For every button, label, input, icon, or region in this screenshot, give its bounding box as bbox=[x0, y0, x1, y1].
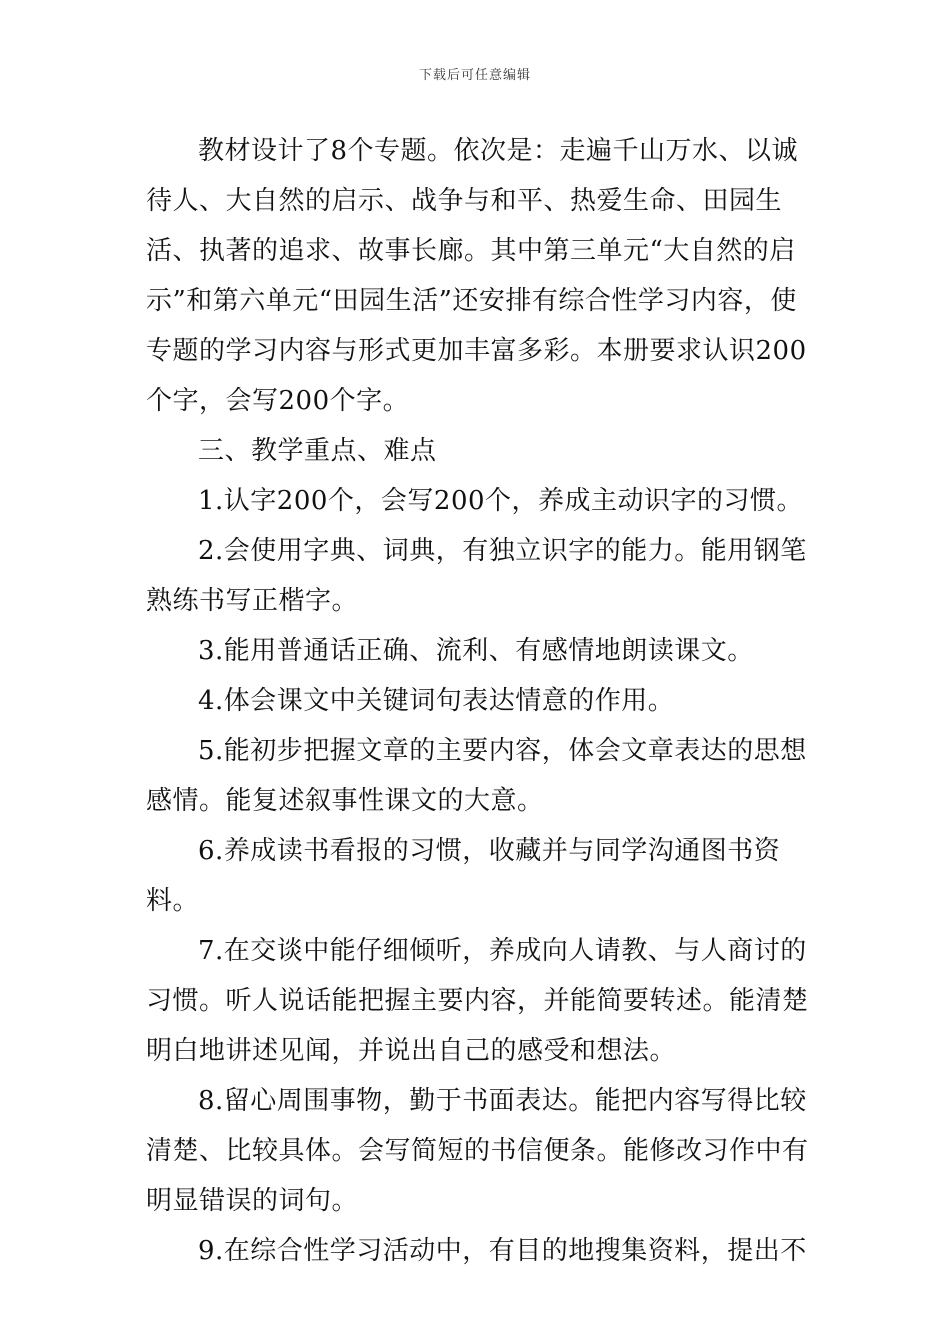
list-item-5: 5.能初步把握文章的主要内容，体会文章表达的思想感情。能复述叙事性课文的大意。 bbox=[146, 736, 807, 816]
list-item-8: 8.留心周围事物，勤于书面表达。能把内容写得比较清楚、比较具体。会写简短的书信便条。能修改习作中有明显错误的词句。 bbox=[146, 1086, 809, 1216]
list-item-6: 6.养成读书看报的习惯，收藏并与同学沟通图书资料。 bbox=[146, 836, 781, 916]
list-item-1: 1.认字200个，会写200个，养成主动识字的习惯。 bbox=[198, 486, 804, 516]
header-note: 下载后可任意编辑 bbox=[418, 68, 531, 83]
list-item-7: 7.在交谈中能仔细倾听，养成向人请教、与人商讨的习惯。听人说话能把握主要内容，并能简要转述。能清楚明白地讲述见闻，并说出自己的感受和想法。 bbox=[146, 936, 809, 1066]
paragraph-intro: 教材设计了8个专题。依次是：走遍千山万水、以诚待人、大自然的启示、战争与和平、热爱生命、田园生活、执著的追求、故事长廊。其中第三单元“大自然的启示”和第六单元“田园生活”还安排有综合性学习内容，使专题的学习内容与形式更加丰富多彩。本册要求认识200个字，会写200个字。 bbox=[146, 136, 807, 416]
section-heading: 三、教学重点、难点 bbox=[198, 436, 437, 466]
list-item-4: 4.体会课文中关键词句表达情意的作用。 bbox=[198, 686, 675, 716]
list-item-3: 3.能用普通话正确、流利、有感情地朗读课文。 bbox=[198, 636, 754, 666]
document-body bbox=[146, 126, 816, 1276]
list-item-2: 2.会使用字典、词典，有独立识字的能力。能用钢笔熟练书写正楷字。 bbox=[146, 536, 807, 616]
list-item-9: 9.在综合性学习活动中，有目的地搜集资料，提出不 bbox=[198, 1236, 807, 1266]
